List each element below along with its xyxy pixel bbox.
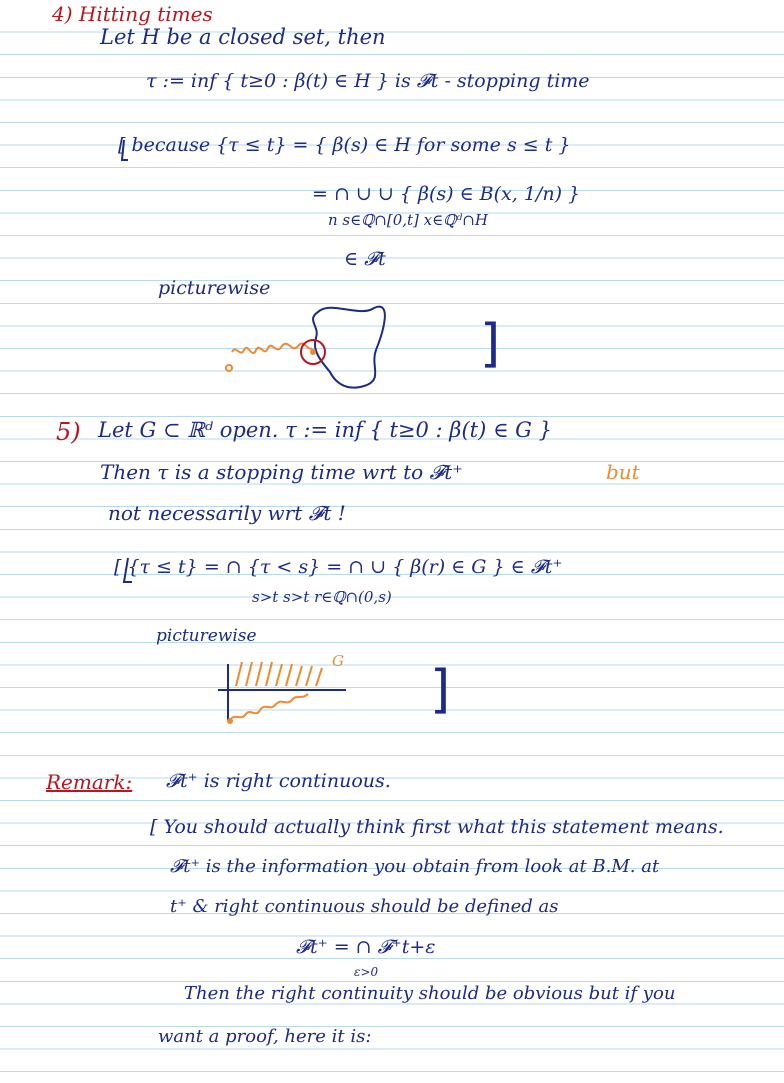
remark-label: Remark: [46, 770, 133, 794]
remark-statement: 𝓕t⁺ is right continuous. [166, 770, 391, 792]
section5-proof-indices: s>t s>t r∈ℚ∩(0,s) [252, 588, 392, 606]
section5-line3: not necessarily wrt 𝓕t ! [108, 501, 346, 525]
remark-line3: t⁺ & right continuous should be defined as [170, 896, 559, 917]
remark-formula: 𝓕t⁺ = ∩ 𝓕⁺t+ε [296, 936, 436, 958]
section4-union-indices: n s∈ℚ∩[0,t] x∈ℚᵈ∩H [328, 211, 488, 229]
remark-line2: 𝓕t⁺ is the information you obtain from look at B.M. at [170, 856, 660, 877]
section4-intro: Let H be a closed set, then [100, 25, 386, 49]
brownian-start-point-section5 [227, 718, 233, 724]
hitting-point-dot [310, 349, 316, 355]
brownian-path-sketch [232, 343, 312, 353]
section4-picturewise-label: picturewise [158, 277, 271, 299]
section5-line1: Let G ⊂ ℝᵈ open. τ := inf { t≥0 : β(t) ∈ G } [98, 418, 552, 442]
remark-line4: Then the right continuity should be obvious but if you [184, 983, 676, 1004]
section5-picturewise-label: picturewise [156, 626, 257, 646]
remark-line1: [ You should actually think first what this statement means. [150, 816, 724, 838]
section4-union-expression: = ∩ ∪ ∪ { β(s) ∈ B(x, 1/n) } [312, 183, 581, 205]
brownian-path-section5 [230, 694, 308, 720]
section4-open-bracket [122, 140, 128, 160]
section5-line2: Then τ is a stopping time wrt to 𝓕t⁺ [100, 460, 463, 484]
section5-G-label: G [332, 652, 344, 670]
section5-proof: [ {τ ≤ t} = ∩ {τ < s} = ∩ ∪ { β(r) ∈ G } ∈ 𝓕t⁺ [114, 556, 563, 578]
section5-number: 5) [56, 418, 81, 446]
section4-measurable: ∈ 𝓕t [344, 248, 386, 270]
section5-open-bracket [124, 558, 132, 582]
remark-line5: want a proof, here it is: [158, 1026, 372, 1047]
section5-but: but [606, 460, 640, 484]
open-set-hatching [236, 662, 322, 686]
section4-heading: 4) Hitting times [52, 2, 213, 26]
section4-closing-bracket: ] [480, 314, 501, 374]
section4-because: [ because {τ ≤ t} = { β(s) ∈ H for some s ≤ t } [118, 134, 571, 156]
section5-closing-bracket: ] [430, 660, 451, 720]
section4-definition: τ := inf { t≥0 : β(t) ∈ H } is 𝓕t - stopping time [146, 70, 590, 92]
remark-formula-index: ε>0 [354, 965, 379, 979]
brownian-start-point [226, 365, 232, 371]
